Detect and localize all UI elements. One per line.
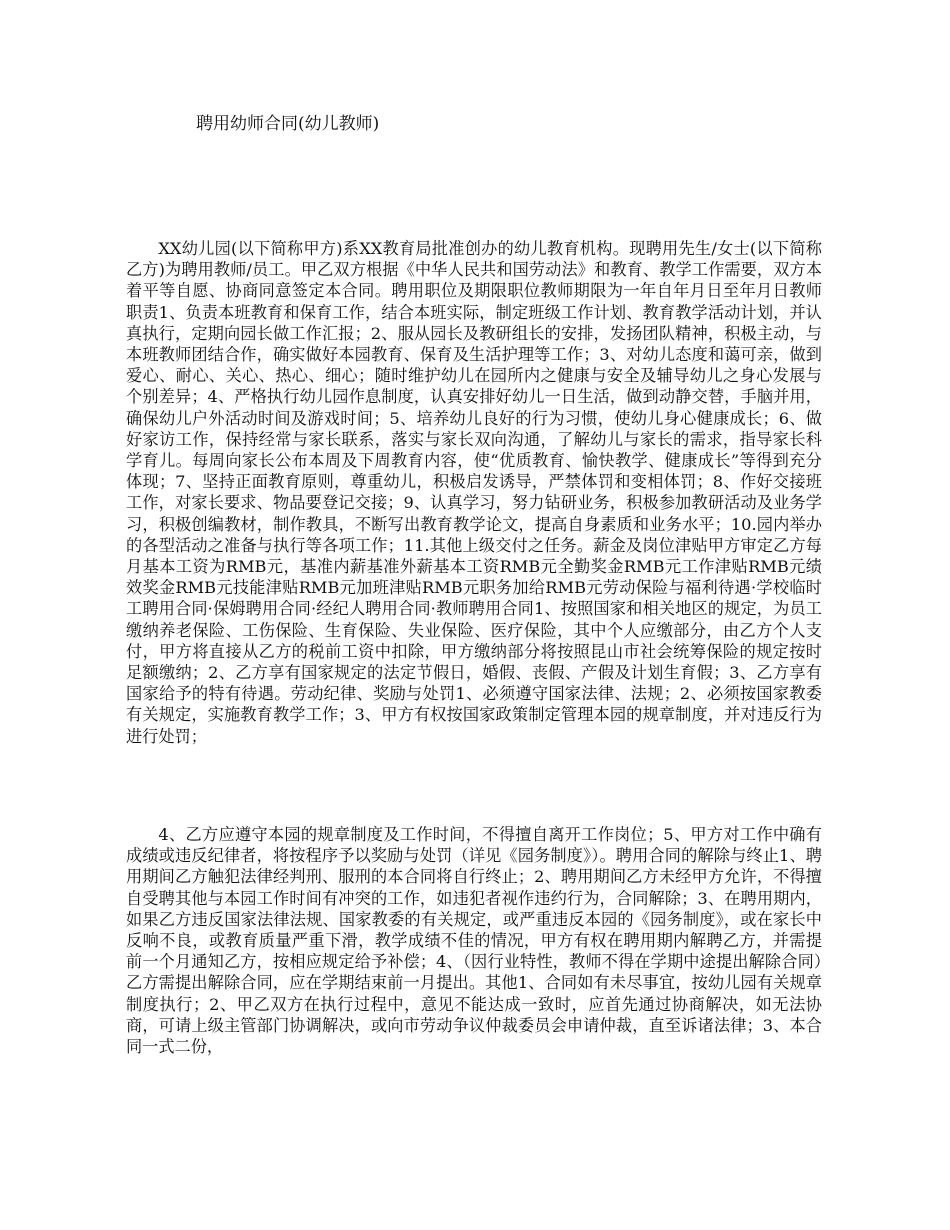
contract-paragraph-2: 4、乙方应遵守本园的规章制度及工作时间，不得擅自离开工作岗位；5、甲方对工作中确有成绩或违反纪律者，将按程序予以奖励与处罚（详见《园务制度》）。聘用合同的解除与终止1、聘用期间乙方触犯法律经判刑、服刑的本合同将自行终止；2、聘用期间乙方未经甲方允许，不得擅自受聘其他与本园工作时间有冲突的工作，如违犯者视作违约行为，合同解除；3、在聘用期内，如果乙方违反国家法律法规、国家教委的有关规定，或严重违反本园的《园务制度》，或在家长中反响不良，或教育质量严重下滑，教学成绩不佳的情况，甲方有权在聘用期内解聘乙方，并需提前一个月通知乙方，按相应规定给予补偿；4、（因行业特性，教师不得在学期中途提出解除合同）乙方需提出解除合同，应在学期结束前一月提出。其他1、合同如有未尽事宜，按幼儿园有关规章制度执行；2、甲乙双方在执行过程中，意见不能达成一致时，应首先通过协商解决，如无法协商，可请上级主管部门协调解决，或向市劳动争议仲裁委员会申请仲裁，直至诉诸法律；3、本合同一式二份， <box>126 825 822 1057</box>
document-title: 聘用幼师合同(幼儿教师) <box>196 114 380 134</box>
contract-paragraph-1: XX幼儿园(以下简称甲方)系XX教育局批准创办的幼儿教育机构。现聘用先生/女士(以下简称乙方)为聘用教师/员工。甲乙双方根据《中华人民共和国劳动法》和教育、教学工作需要，双方本着平等自愿、协商同意签定本合同。聘用职位及期限职位教师期限为一年自年月日至年月日教师职责1、负责本班教育和保育工作，结合本班实际，制定班级工作计划、教育教学活动计划，并认真执行，定期向园长做工作汇报；2、服从园长及教研组长的安排，发扬团队精神，积极主动，与本班教师团结合作，确实做好本园教育、保育及生活护理等工作；3、对幼儿态度和蔼可亲，做到爱心、耐心、关心、热心、细心；随时维护幼儿在园所内之健康与安全及辅导幼儿之身心发展与个别差异；4、严格执行幼儿园作息制度，认真安排好幼儿一日生活，做到动静交替，手脑并用，确保幼儿户外活动时间及游戏时间；5、培养幼儿良好的行为习惯，使幼儿身心健康成长；6、做好家访工作，保持经常与家长联系，落实与家长双向沟通，了解幼儿与家长的需求，指导家长科学育儿。每周向家长公布本周及下周教育内容，使“优质教育、愉快教学、健康成长”等得到充分体现；7、坚持正面教育原则，尊重幼儿，积极启发诱导，严禁体罚和变相体罚；8、作好交接班工作，对家长要求、物品要登记交接；9、认真学习，努力钻研业务，积极参加教研活动及业务学习，积极创编教材，制作教具，不断写出教育教学论文，提高自身素质和业务水平；10.园内举办的各型活动之准备与执行等各项工作；11.其他上级交付之任务。薪金及岗位津贴甲方审定乙方每月基本工资为RMB元，基准内薪基准外薪基本工资RMB元全勤奖金RMB元工作津贴RMB元绩效奖金RMB元技能津贴RMB元加班津贴RMB元职务加给RMB元劳动保险与福利待遇·学校临时工聘用合同·保姆聘用合同·经纪人聘用合同·教师聘用合同1、按照国家和相关地区的规定，为员工缴纳养老保险、工伤保险、生育保险、失业保险、医疗保险，其中个人应缴部分，由乙方个人支付，甲方将直接从乙方的税前工资中扣除，甲方缴纳部分将按照昆山市社会统筹保险的规定按时足额缴纳；2、乙方享有国家规定的法定节假日，婚假、丧假、产假及计划生育假；3、乙方享有国家给予的特有待遇。劳动纪律、奖励与处罚1、必须遵守国家法律、法规；2、必须按国家教委有关规定，实施教育教学工作；3、甲方有权按国家政策制定管理本园的规章制度，并对违反行为进行处罚； <box>126 239 822 746</box>
